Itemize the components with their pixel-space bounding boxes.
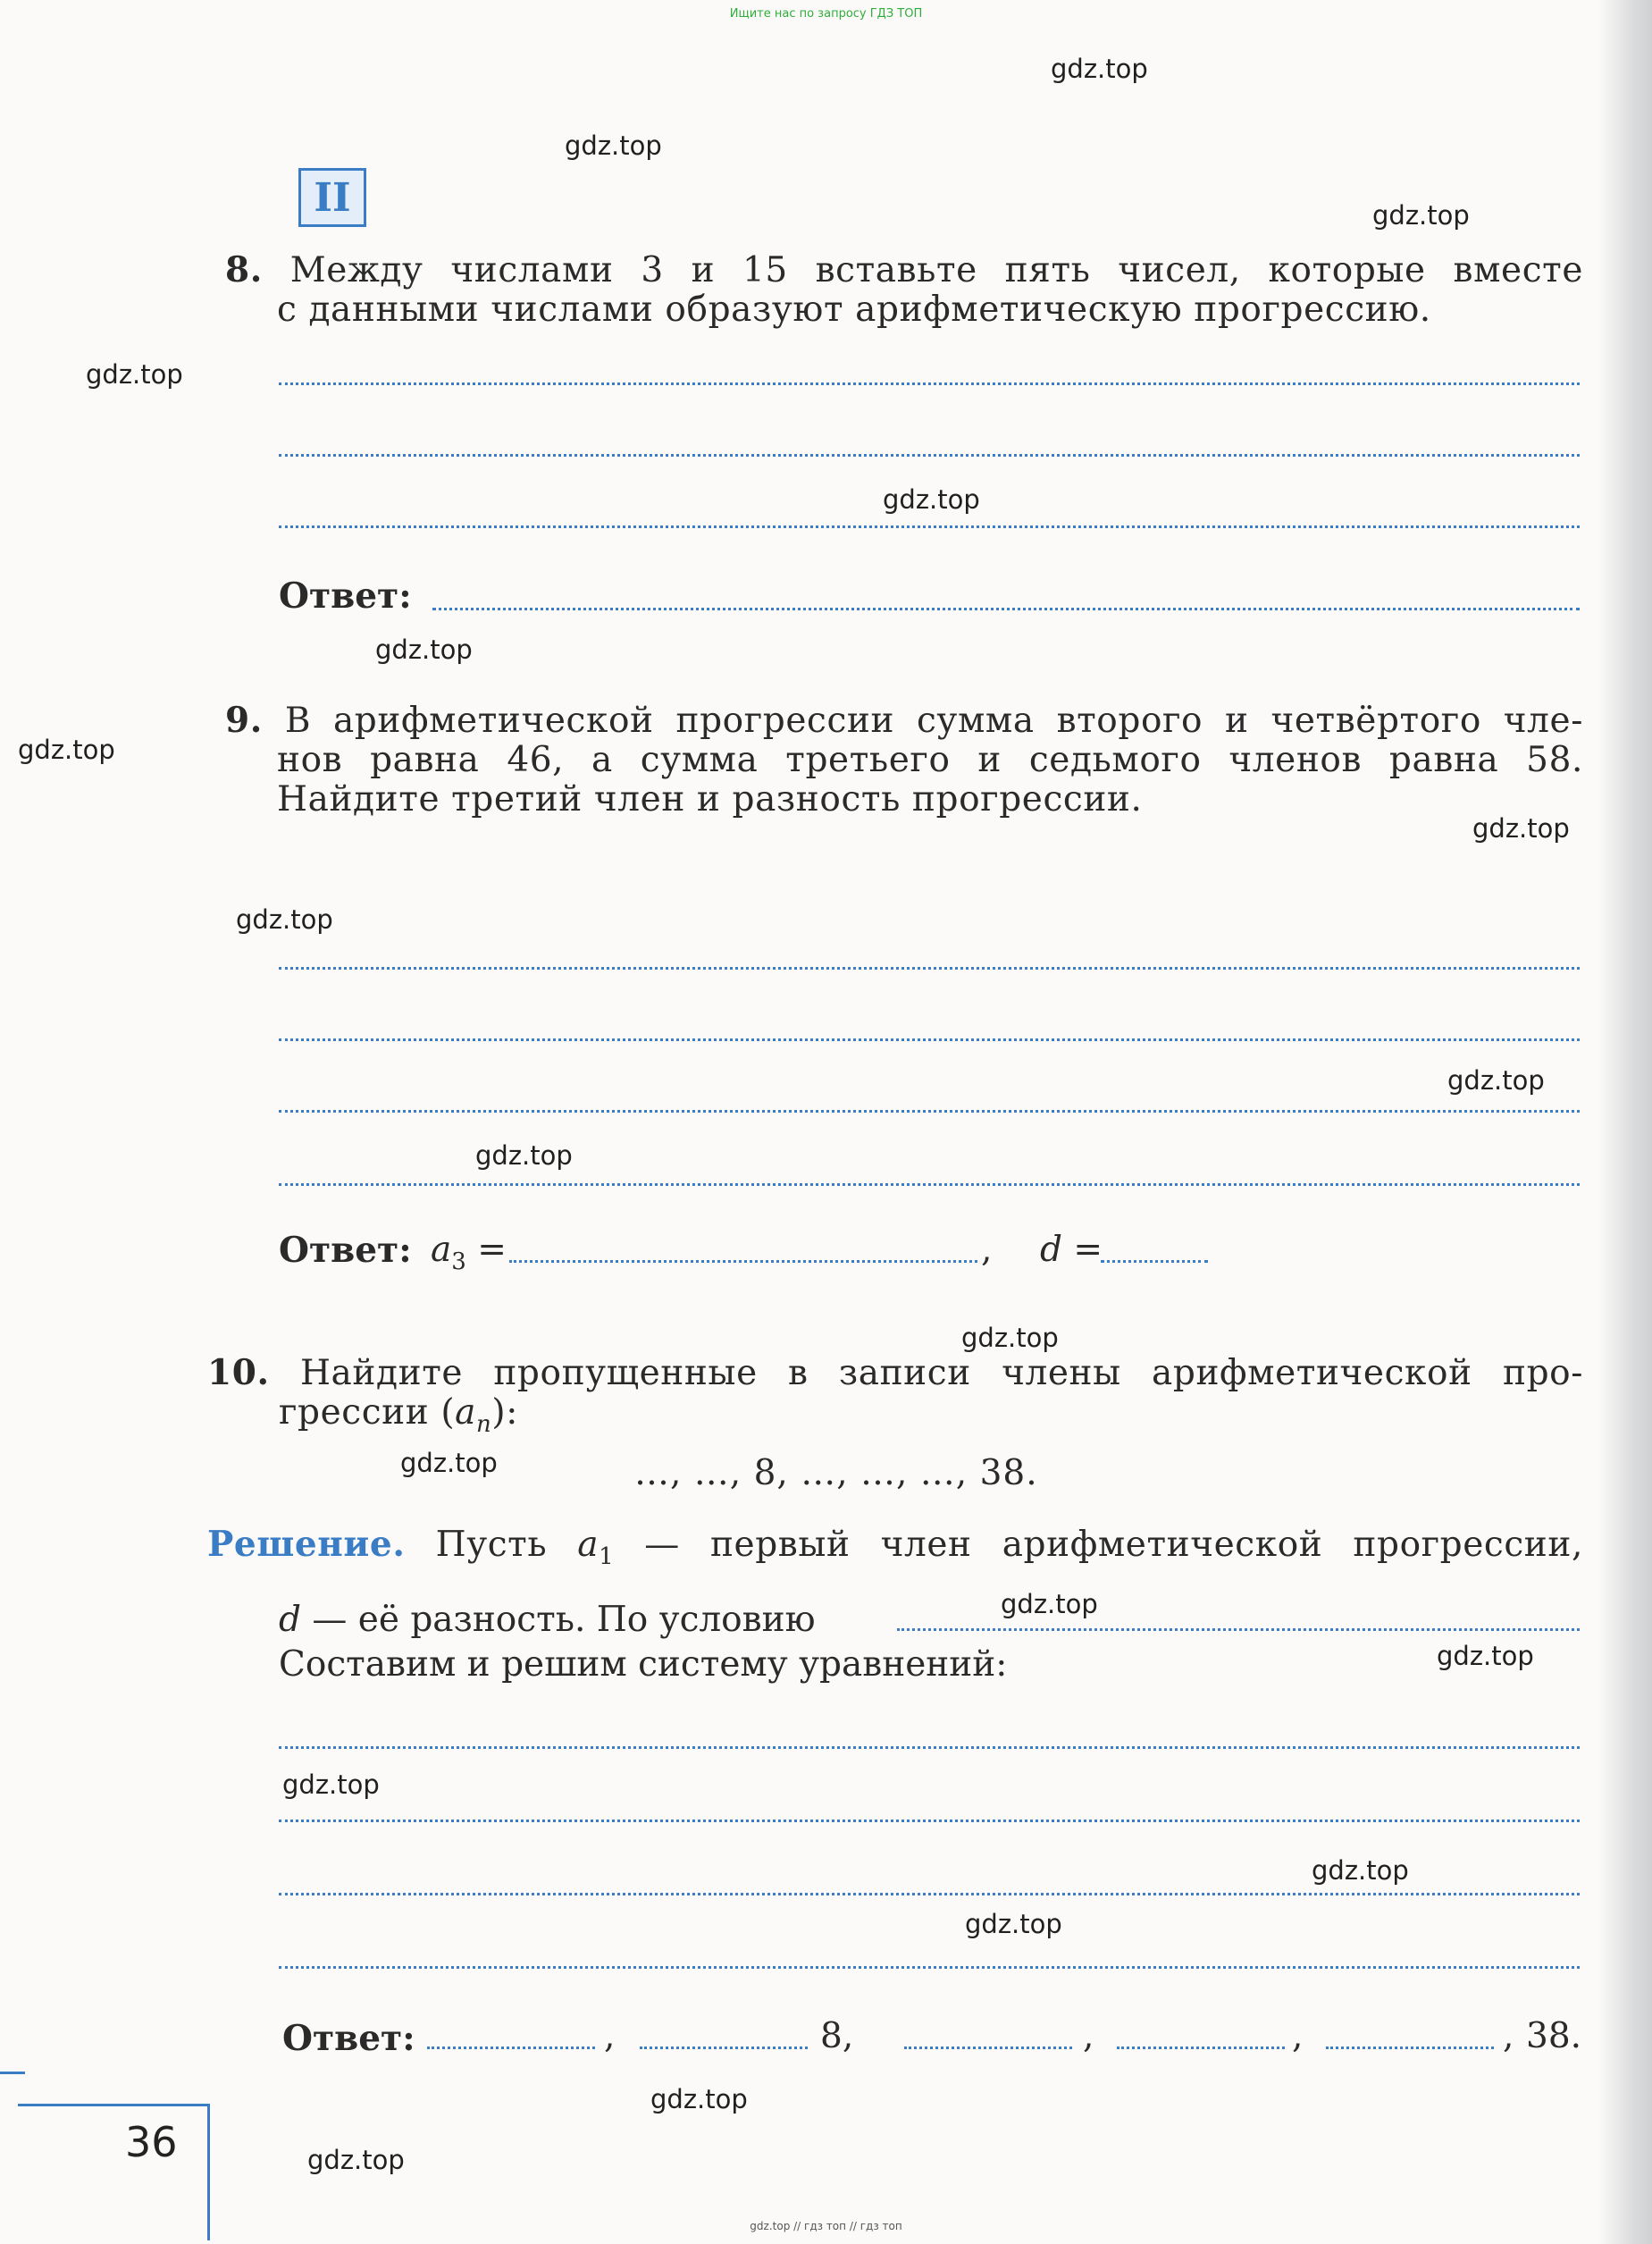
answer-line[interactable] — [279, 525, 1580, 528]
watermark: gdz.top — [1001, 1589, 1098, 1619]
watermark: gdz.top — [1372, 200, 1470, 231]
condition-input-line[interactable] — [897, 1628, 1580, 1631]
task-10 — [207, 1353, 1583, 1444]
answer-line[interactable] — [279, 1966, 1580, 1969]
answer-line[interactable] — [279, 967, 1580, 970]
watermark: gdz.top — [86, 359, 183, 390]
watermark: gdz.top — [965, 1909, 1062, 1939]
answer-line[interactable] — [279, 1110, 1580, 1113]
watermark: gdz.top — [1447, 1065, 1545, 1096]
answer-known-term: 38. — [1526, 2016, 1582, 2056]
a3-label: $a_3$ = — [431, 1230, 507, 1275]
answer-line[interactable] — [279, 1183, 1580, 1186]
answer-blank-2[interactable] — [640, 2046, 808, 2049]
task-number: 9. — [225, 700, 263, 741]
answer-blank-3[interactable] — [904, 2046, 1072, 2049]
page-edge-shadow — [1598, 0, 1652, 2244]
answer-blank-5[interactable] — [1326, 2046, 1494, 2049]
watermark: gdz.top — [1051, 54, 1148, 84]
watermark: gdz.top — [18, 735, 115, 765]
top-banner: Ищите нас по запросу ГДЗ ТОП — [729, 7, 923, 21]
watermark: gdz.top — [282, 1769, 380, 1800]
task-text-line: грессии $(a_n)$: — [279, 1392, 518, 1438]
answer-line[interactable] — [279, 454, 1580, 457]
answer-label: Ответ: — [279, 576, 412, 617]
section-marker — [298, 168, 366, 227]
watermark: gdz.top — [1437, 1641, 1534, 1671]
section-label: II — [314, 174, 351, 221]
task-8 — [225, 250, 1583, 330]
answer-line[interactable] — [279, 1038, 1580, 1041]
bottom-banner: gdz.top // гдз топ // гдз топ — [750, 2220, 902, 2232]
solution: Решение. Пусть $a_1$ — первый член арифметической прогрессии, — [207, 1524, 1583, 1570]
solution-line: d — её разность. По условию — [279, 1600, 816, 1640]
comma: , — [1292, 2016, 1304, 2056]
d-input-line[interactable] — [1101, 1260, 1208, 1263]
watermark: gdz.top — [883, 484, 980, 515]
task-number: 8. — [225, 249, 263, 290]
d-label: d = — [1040, 1230, 1103, 1270]
solution-line: Составим и решим систему уравнений: — [279, 1644, 1008, 1685]
watermark: gdz.top — [475, 1140, 573, 1171]
answer-line[interactable] — [279, 1820, 1580, 1822]
watermark: gdz.top — [1472, 813, 1570, 844]
answer-line[interactable] — [279, 382, 1580, 385]
answer-label: Ответ: — [282, 2018, 415, 2059]
watermark: gdz.top — [565, 130, 662, 161]
watermark: gdz.top — [400, 1448, 498, 1478]
page-number: 36 — [125, 2118, 178, 2166]
watermark: gdz.top — [236, 904, 333, 935]
answer-input-line[interactable] — [432, 608, 1580, 610]
comma: , — [604, 2016, 616, 2056]
sequence: …, …, 8, …, …, …, 38. — [634, 1453, 1038, 1493]
comma: , — [981, 1230, 993, 1270]
answer-known-term: 8, — [820, 2016, 854, 2056]
task-9 — [225, 701, 1583, 819]
comma: , — [1503, 2016, 1514, 2056]
task-text-line: Между числами 3 и 15 вставьте пять чисел, которые вместе — [289, 250, 1584, 290]
solution-label: Решение. — [207, 1524, 406, 1565]
task-text-line: Найдите третий член и разность прогрессии. — [277, 779, 1143, 819]
answer-blank-1[interactable] — [427, 2046, 595, 2049]
watermark: gdz.top — [375, 635, 473, 665]
task-text-line: В арифметической прогрессии сумма второго и четвёртого чле- — [284, 701, 1583, 741]
task-text-line: нов равна 46, а сумма третьего и седьмого членов равна 58. — [277, 740, 1583, 780]
a3-input-line[interactable] — [509, 1260, 977, 1263]
watermark: gdz.top — [961, 1323, 1059, 1353]
watermark: gdz.top — [650, 2084, 748, 2114]
page-rule — [0, 2072, 25, 2074]
answer-blank-4[interactable] — [1117, 2046, 1285, 2049]
watermark: gdz.top — [307, 2145, 405, 2175]
answer-line[interactable] — [279, 1746, 1580, 1749]
answer-label: Ответ: — [279, 1230, 412, 1271]
task-text-line: с данными числами образуют арифметическую прогрессию. — [277, 290, 1431, 330]
task-text-line: Найдите пропущенные в записи члены арифметической про- — [299, 1353, 1583, 1393]
comma: , — [1083, 2016, 1094, 2056]
answer-line[interactable] — [279, 1893, 1580, 1895]
task-number: 10. — [207, 1352, 270, 1393]
watermark: gdz.top — [1312, 1855, 1409, 1886]
